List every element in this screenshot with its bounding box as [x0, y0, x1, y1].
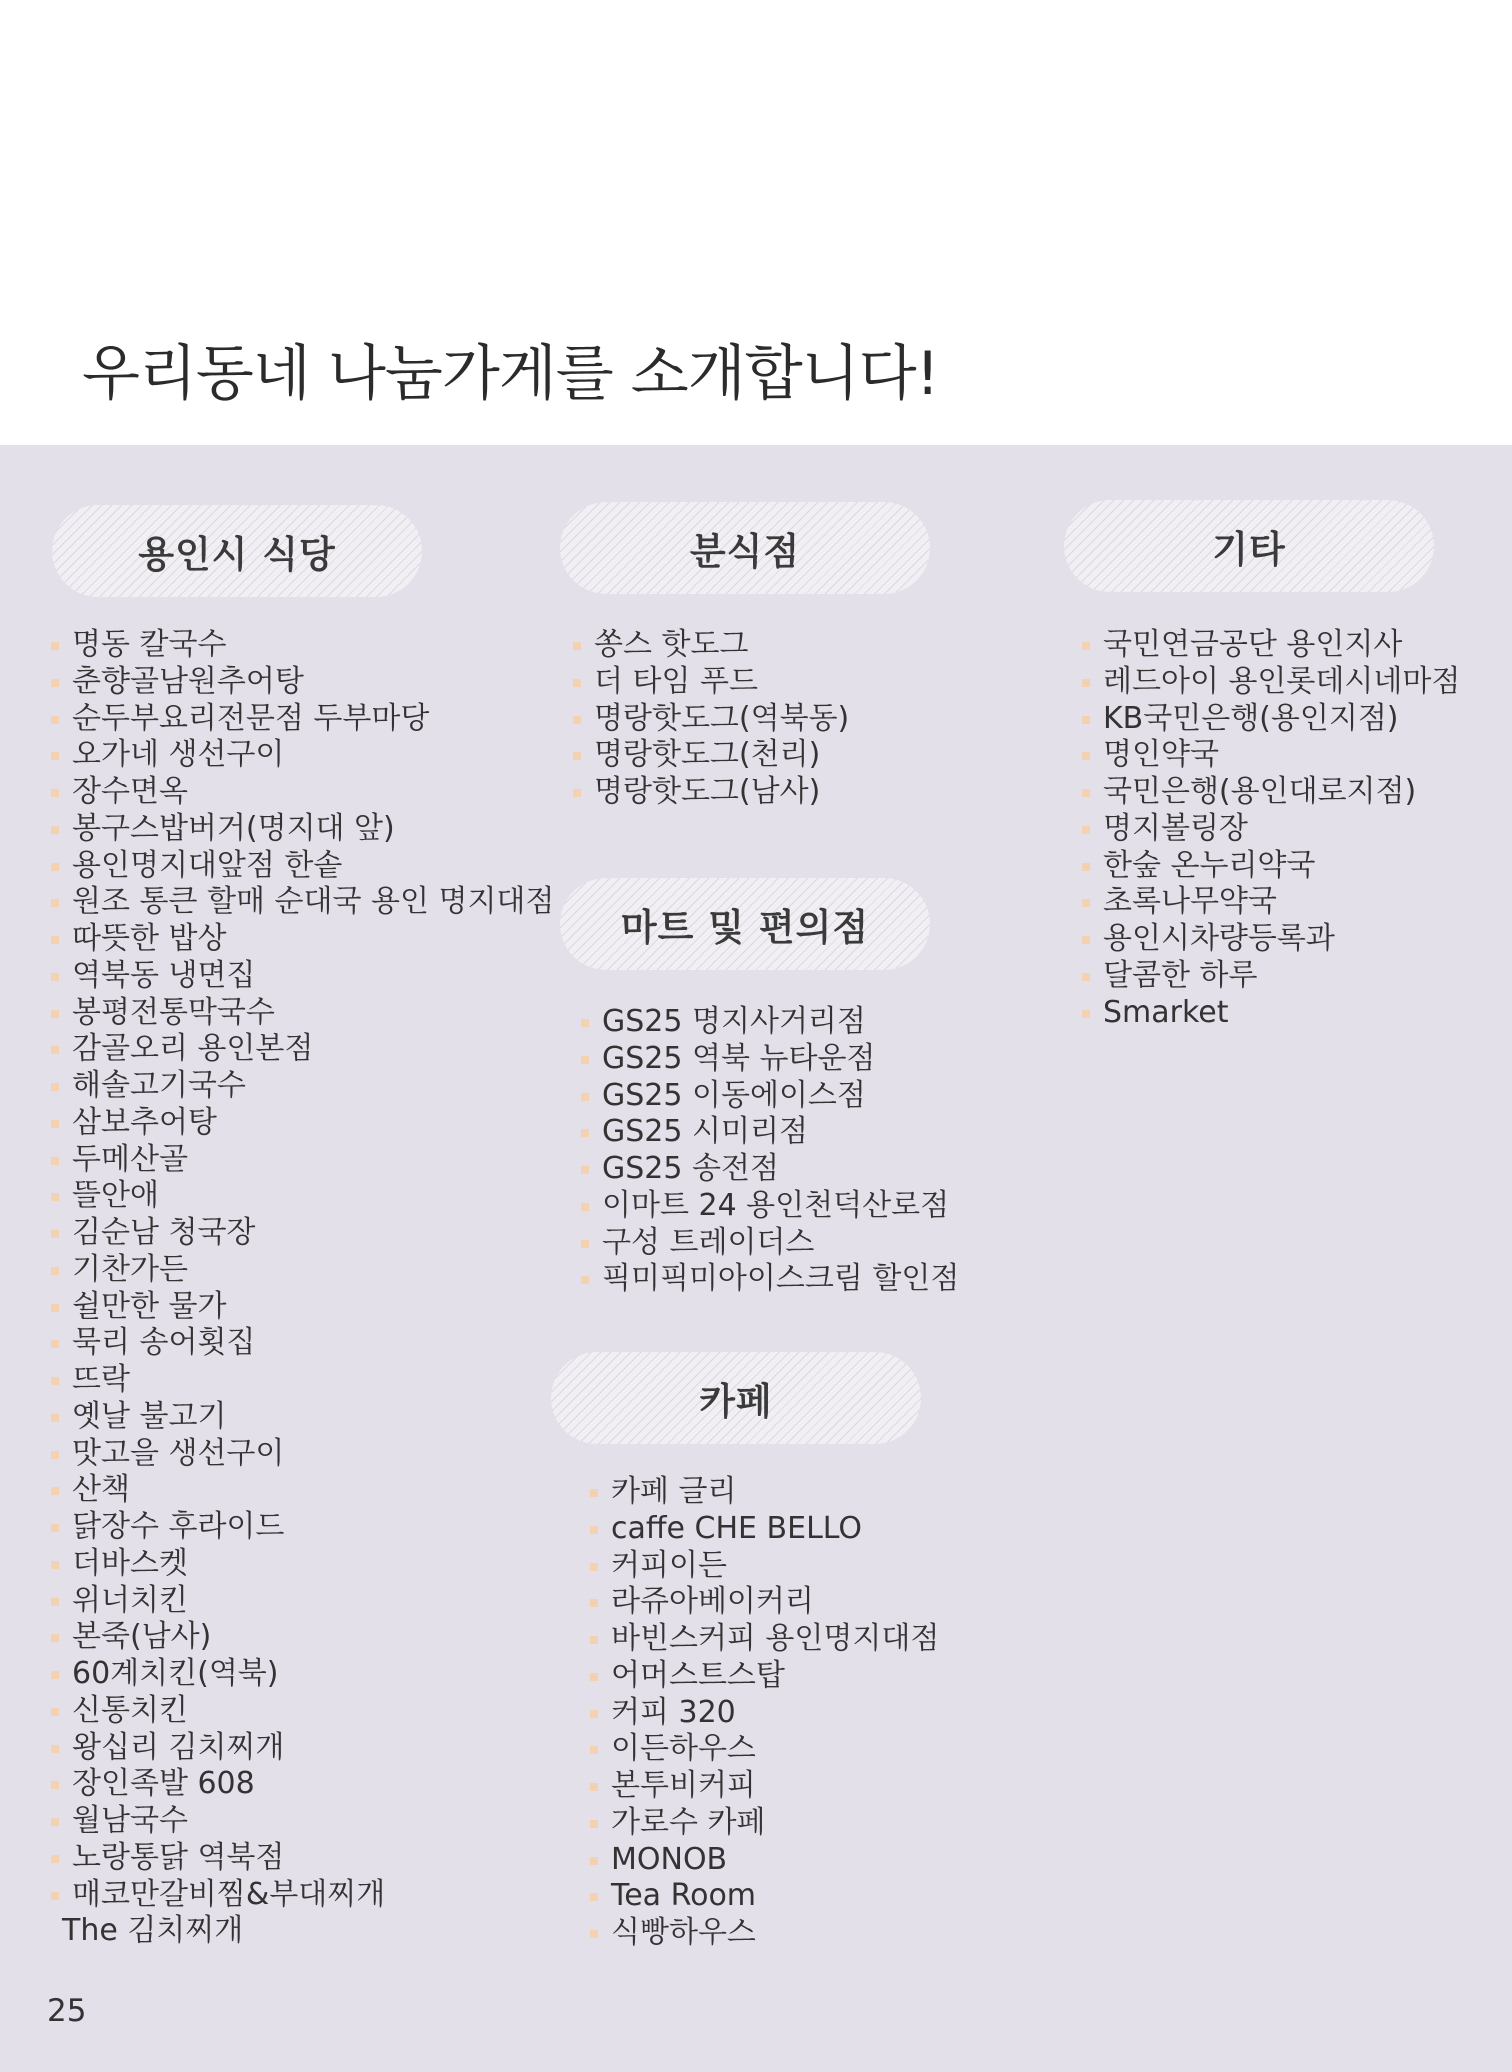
list-item: 구성 트레이더스	[581, 1225, 959, 1262]
list-item: 따뜻한 밥상	[51, 921, 554, 958]
list-item: 국민은행(용인대로지점)	[1082, 774, 1460, 811]
list-item: 김순남 청국장	[51, 1215, 554, 1252]
list-item: 본투비커피	[590, 1768, 939, 1805]
list-item: 해솔고기국수	[51, 1068, 554, 1105]
list-item: 이든하우스	[590, 1731, 939, 1768]
list-item: 초록나무약국	[1082, 884, 1460, 921]
snack-list	[573, 627, 849, 811]
list-item: 왕십리 김치찌개	[51, 1730, 554, 1767]
section-header-snack: 분식점	[560, 502, 930, 594]
list-item: 역북동 냉면집	[51, 958, 554, 995]
list-item: 옛날 불고기	[51, 1399, 554, 1436]
etc-list	[1082, 627, 1460, 1031]
list-item: 오가네 생선구이	[51, 737, 554, 774]
list-item: 식빵하우스	[590, 1915, 939, 1952]
list-item: 어머스트스탑	[590, 1658, 939, 1695]
list-item: GS25 명지사거리점	[581, 1004, 959, 1041]
list-item: 60계치킨(역북)	[51, 1656, 554, 1693]
list-item: 묵리 송어횟집	[51, 1325, 554, 1362]
list-item: 본죽(남사)	[51, 1619, 554, 1656]
list-item: caffe CHE BELLO	[590, 1511, 939, 1548]
list-item: 닭장수 후라이드	[51, 1509, 554, 1546]
list-item: 더바스켓	[51, 1546, 554, 1583]
section-header-etc: 기타	[1064, 500, 1434, 592]
list-item: GS25 이동에이스점	[581, 1078, 959, 1115]
list-item: 이마트 24 용인천덕산로점	[581, 1188, 959, 1225]
list-item: 원조 통큰 할매 순대국 용인 명지대점	[51, 884, 554, 921]
cafe-list	[590, 1474, 939, 1952]
list-item: MONOB	[590, 1842, 939, 1879]
list-item: The 김치찌개	[62, 1913, 244, 1949]
list-item: 달콤한 하루	[1082, 958, 1460, 995]
list-item: 춘향골남원추어탕	[51, 664, 554, 701]
list-item: Smarket	[1082, 995, 1460, 1032]
list-item: 더 타임 푸드	[573, 664, 849, 701]
list-item: 픽미픽미아이스크림 할인점	[581, 1261, 959, 1298]
list-item: 명인약국	[1082, 737, 1460, 774]
list-item: 쏭스 핫도그	[573, 627, 849, 664]
list-item: 명랑핫도그(역북동)	[573, 701, 849, 738]
section-header-mart: 마트 및 편의점	[560, 878, 930, 970]
list-item: 쉴만한 물가	[51, 1289, 554, 1326]
list-item: 뜰안애	[51, 1178, 554, 1215]
list-item: 월남국수	[51, 1803, 554, 1840]
list-item: 레드아이 용인롯데시네마점	[1082, 664, 1460, 701]
list-item: 라쥬아베이커리	[590, 1584, 939, 1621]
list-item: 노랑통닭 역북점	[51, 1840, 554, 1877]
list-item: 매코만갈비찜&부대찌개	[51, 1877, 554, 1914]
list-item: 신통치킨	[51, 1693, 554, 1730]
restaurant-list	[51, 627, 554, 1950]
section-header-cafe: 카페	[551, 1352, 921, 1444]
section-header-restaurants: 용인시 식당	[52, 505, 422, 597]
mart-list	[581, 1004, 959, 1298]
list-item: 장인족발 608	[51, 1766, 554, 1803]
page-title: 우리동네 나눔가게를 소개합니다!	[82, 339, 939, 409]
list-item: GS25 송전점	[581, 1151, 959, 1188]
list-item: 봉구스밥버거(명지대 앞)	[51, 811, 554, 848]
list-item: 카페 글리	[590, 1474, 939, 1511]
list-item: 기찬가든	[51, 1252, 554, 1289]
list-item: 명동 칼국수	[51, 627, 554, 664]
list-item: 국민연금공단 용인지사	[1082, 627, 1460, 664]
list-item: 커피 320	[590, 1695, 939, 1732]
list-item: 뜨락	[51, 1362, 554, 1399]
list-item: 용인시차량등록과	[1082, 921, 1460, 958]
list-item: 위너치킨	[51, 1583, 554, 1620]
list-item: 산책	[51, 1472, 554, 1509]
list-item: GS25 시미리점	[581, 1114, 959, 1151]
list-item: 삼보추어탕	[51, 1105, 554, 1142]
list-item: 장수면옥	[51, 774, 554, 811]
list-item: 봉평전통막국수	[51, 995, 554, 1032]
list-item: 감골오리 용인본점	[51, 1031, 554, 1068]
list-item: 순두부요리전문점 두부마당	[51, 701, 554, 738]
list-item: KB국민은행(용인지점)	[1082, 701, 1460, 738]
page-number: 25	[47, 1993, 87, 2029]
list-item: 가로수 카페	[590, 1805, 939, 1842]
list-item: 한숲 온누리약국	[1082, 848, 1460, 885]
list-item: GS25 역북 뉴타운점	[581, 1041, 959, 1078]
list-item: 명랑핫도그(남사)	[573, 774, 849, 811]
list-item: 명랑핫도그(천리)	[573, 737, 849, 774]
list-item: 명지볼링장	[1082, 811, 1460, 848]
list-item: 용인명지대앞점 한솥	[51, 848, 554, 885]
list-item: 두메산골	[51, 1142, 554, 1179]
list-item: 커피이든	[590, 1548, 939, 1585]
list-item: 맛고을 생선구이	[51, 1436, 554, 1473]
list-item: 바빈스커피 용인명지대점	[590, 1621, 939, 1658]
list-item: Tea Room	[590, 1878, 939, 1915]
